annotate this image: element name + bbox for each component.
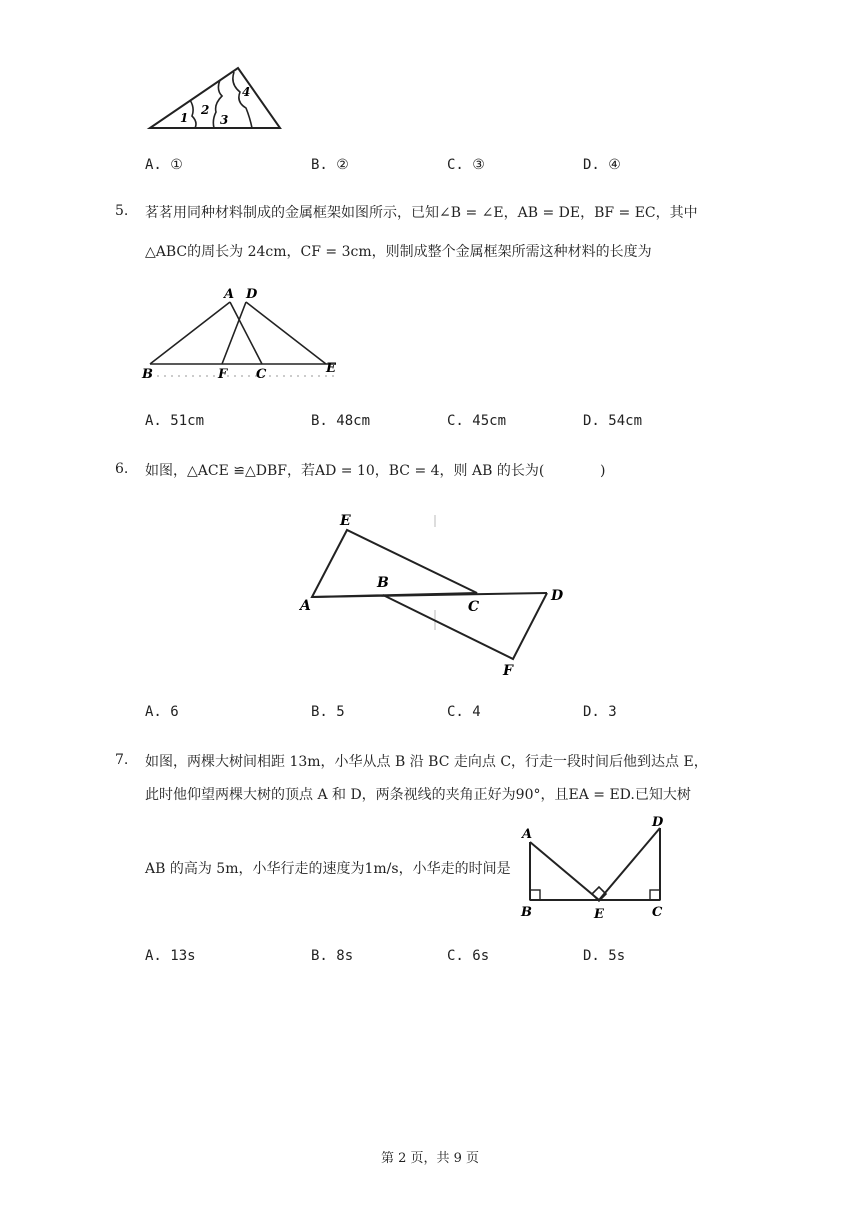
q6-label-c: C — [468, 599, 480, 615]
q6-label-e: E — [340, 513, 351, 529]
q5-label-f: F — [218, 367, 228, 382]
q5-number: 5. — [115, 203, 129, 219]
q4-label-4: 4 — [242, 85, 251, 99]
q5-option-d[interactable]: D. 54cm — [583, 413, 643, 429]
q5-label-a: A — [224, 287, 235, 302]
q7-label-a: A — [522, 827, 533, 842]
q7-label-c: C — [652, 905, 663, 920]
q7-option-c[interactable]: C. 6s — [447, 948, 490, 964]
q5-option-a[interactable]: A. 51cm — [145, 413, 205, 429]
q6-option-a[interactable]: A. 6 — [145, 704, 179, 720]
q7-line-ed — [599, 828, 660, 900]
q6-label-f: F — [503, 663, 513, 679]
q4-crack-1 — [190, 100, 196, 128]
q6-option-d[interactable]: D. 3 — [583, 704, 617, 720]
q4-figure — [140, 60, 290, 140]
q6-label-b: B — [377, 575, 389, 591]
q4-label-3: 3 — [220, 113, 229, 127]
q4-label-2: 2 — [201, 103, 210, 117]
q7-option-b[interactable]: B. 8s — [311, 948, 354, 964]
q5-label-c: C — [256, 367, 267, 382]
q5-label-b: B — [142, 367, 153, 382]
q6-option-c[interactable]: C. 4 — [447, 704, 481, 720]
q7-text-line3: AB 的高为 5m，小华行走的速度为1m/s，小华走的时间是 — [145, 861, 511, 877]
q7-label-b: B — [521, 905, 532, 920]
q6-triangle-dbf — [383, 593, 547, 659]
q4-option-b[interactable]: B. ② — [311, 157, 349, 173]
q4-triangle — [150, 68, 280, 128]
q6-option-b[interactable]: B. 5 — [311, 704, 345, 720]
q5-label-e: E — [326, 361, 336, 376]
q7-text-line1: 如图，两棵大树间相距 13m，小华从点 B 沿 BC 走向点 C，行走一段时间后他到达点 E， — [145, 754, 708, 770]
q6-number: 6. — [115, 461, 129, 477]
q4-option-d[interactable]: D. ④ — [583, 157, 621, 173]
q5-label-d: D — [246, 287, 258, 302]
q4-label-1: 1 — [180, 111, 189, 125]
q7-figure — [515, 810, 675, 922]
q5-option-b[interactable]: B. 48cm — [311, 413, 371, 429]
q6-label-a: A — [300, 598, 311, 614]
q6-text-line1: 如图，△ACE ≌△DBF，若AD = 10，BC = 4，则 AB 的长为( — [145, 463, 545, 479]
q7-option-a[interactable]: A. 13s — [145, 948, 196, 964]
q6-figure — [295, 505, 575, 685]
page-footer: 第 2 页，共 9 页 — [380, 1151, 480, 1166]
q5-option-c[interactable]: C. 45cm — [447, 413, 507, 429]
q5-figure — [138, 282, 353, 382]
q6-triangle-ace — [312, 530, 477, 597]
q4-option-a[interactable]: A. ① — [145, 157, 183, 173]
q6-paren-close: ) — [600, 463, 606, 479]
q5-line-ab — [150, 302, 230, 364]
q4-option-c[interactable]: C. ③ — [447, 157, 485, 173]
q7-right-angle-b — [530, 890, 540, 900]
q4-crack-3 — [233, 72, 252, 128]
q7-option-d[interactable]: D. 5s — [583, 948, 626, 964]
q7-text-line2: 此时他仰望两棵大树的顶点 A 和 D，两条视线的夹角正好为90°，且EA = ED.已知大树 — [145, 787, 691, 803]
q7-label-e: E — [594, 907, 604, 922]
q5-text-line2: △ABC的周长为 24cm，CF = 3cm，则制成整个金属框架所需这种材料的长度为 — [145, 244, 652, 260]
q5-text-line1: 茗茗用同种材料制成的金属框架如图所示，已知∠B = ∠E，AB = DE，BF = EC，其中 — [145, 205, 698, 221]
q7-label-d: D — [652, 815, 664, 830]
q6-label-d: D — [551, 588, 564, 604]
q7-right-angle-c — [650, 890, 660, 900]
q7-number: 7. — [115, 752, 129, 768]
